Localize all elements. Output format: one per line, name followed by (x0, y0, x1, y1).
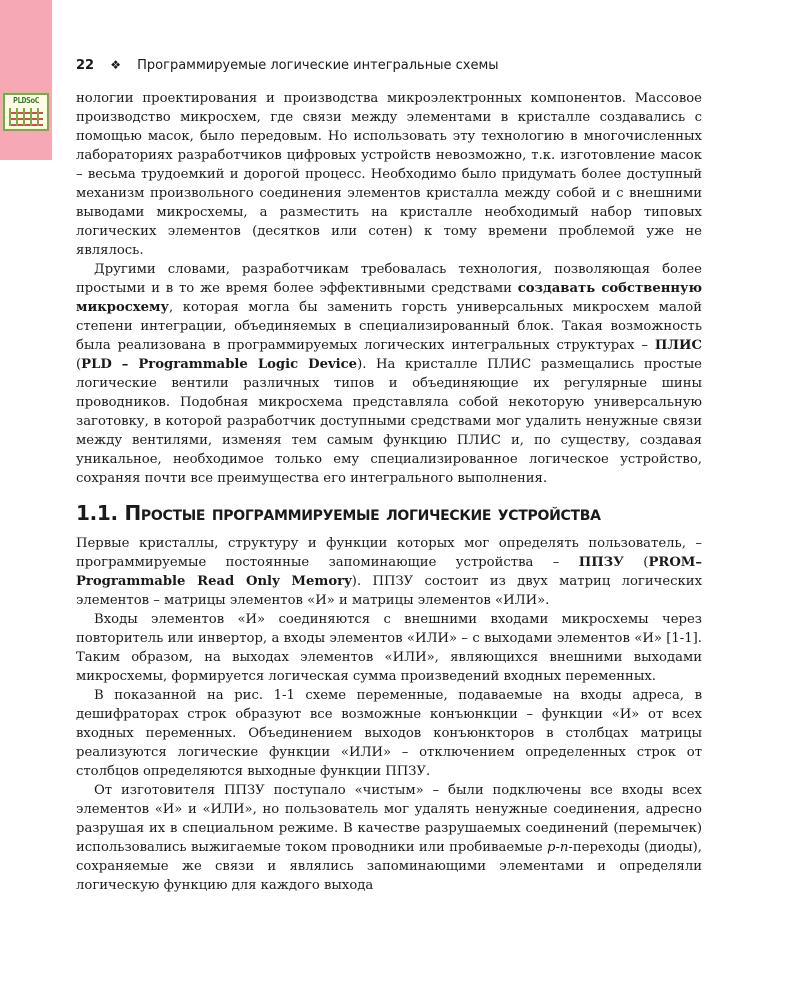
page-body (76, 89, 702, 895)
p2-bold-plis: ПЛИС (654, 338, 702, 353)
running-header (76, 55, 720, 75)
p3-text-e: ). ППЗУ состоит из двух матриц логических элементов – матрицы элементов «И» и матрицы элементов «ИЛИ». (76, 574, 703, 608)
paragraph-2 (76, 260, 702, 488)
p6-text-c: -переходы (диоды), сохраняемые же связи и являлись запоминающими элементами и определяли логическую функцию для каждого выхода (76, 840, 702, 893)
p2-text-e: ( (76, 357, 82, 372)
p6-italic-pn: p-n (547, 840, 569, 855)
page-number: 22 (76, 58, 95, 73)
logo-grid-icon (9, 108, 43, 126)
diamond-separator-icon: ❖ (110, 58, 121, 72)
paragraph-5: В показанной на рис. 1-1 схеме переменные, подаваемые на входы адреса, в дешифраторах строк образуют все возможные конъюнкции – функции «И» от всех входных переменных. Объединением выходов конъюнкторов в столбцах матрицы реализуются логические функции «ИЛИ» – отключением определенных строк от столбцов определяются выходные функции ППЗУ. (76, 688, 702, 779)
p3-text-a: Первые кристаллы, структуру и функции которых мог определять пользователь, – программируемые постоянные запоминающие устройства – (76, 536, 702, 570)
paragraph-6 (76, 781, 702, 895)
logo-text: PLDSoC (13, 96, 39, 105)
paragraph-3 (76, 534, 702, 610)
p3-bold-prom: PROM– Programmable Read Only Memory (76, 555, 702, 589)
running-title: Программируемые логические интегральные схемы (137, 58, 499, 73)
p2-bold-custom-chip: создавать собственную микросхему (76, 281, 702, 315)
p3-text-c: ( (623, 555, 649, 570)
p6-text-a: От изготовителя ППЗУ поступало «чистым» – были подключены все входы всех элементов «И» и «ИЛИ», но пользователь мог удалять ненужные соединения, адресно разрушая их в специальном режиме. В качестве разрушаемых соединений (перемычек) использовались выжигаемые током проводники или пробиваемые (76, 783, 702, 855)
p2-bold-pld: PLD – Programmable Logic Device (81, 357, 358, 372)
pld-chip-logo-icon (3, 93, 49, 131)
p3-bold-ppzu: ППЗУ (578, 555, 624, 570)
section-heading: 1.1. Простые программируемые логические устройства (76, 501, 601, 525)
paragraph-1: нологии проектирования и производства микроэлектронных компонентов. Массовое производство микросхем, где связи между элементами в кристалле создавались с помощью масок, было передовым. Но использовать эту технологию в многочисленных лабораториях разработчиков цифровых устройств невозможно, т.к. изготовление масок – весьма трудоемкий и дорогой процесс. Необходимо было придумать более доступный механизм произвольного соединения элементов кристалла между собой и с внешними выводами микросхемы, а разместить на кристалле необходимый набор типовых логических элементов (десятков или сотен) к тому времени проблемой уже не являлось. (76, 91, 702, 258)
chapter-side-tab (0, 0, 52, 160)
p2-text-a: Другими словами, разработчикам требовалась технология, позволяющая более простыми и в то же время более эффективными средствами (76, 262, 702, 296)
p2-text-g: ). На кристалле ПЛИС размещались простые логические вентили различных типов и объединяющие их регулярные шины проводников. Подобная микросхема представляла собой некоторую универсальную заготовку, в которой разработчик доступными средствами мог удалить ненужные связи между вентилями, изменяя тем самым функцию ПЛИС и, по существу, создавая уникальное, необходимое только ему специализированное логическое устройство, сохраняя почти все преимущества его интегрального выполнения. (76, 357, 702, 486)
p2-text-c: , которая могла бы заменить горсть универсальных микросхем малой степени интеграции, объединяемых в специализированный блок. Такая возможность была реализована в программируемых логических интегральных структурах – (76, 300, 702, 353)
paragraph-4: Входы элементов «И» соединяются с внешними входами микросхемы через повторитель или инвертор, а входы элементов «ИЛИ» – с выходами элементов «И» [1-1]. Таким образом, на выходах элементов «ИЛИ», являющихся внешними выходами микросхемы, формируется логическая сумма произведений входных переменных. (76, 612, 702, 684)
